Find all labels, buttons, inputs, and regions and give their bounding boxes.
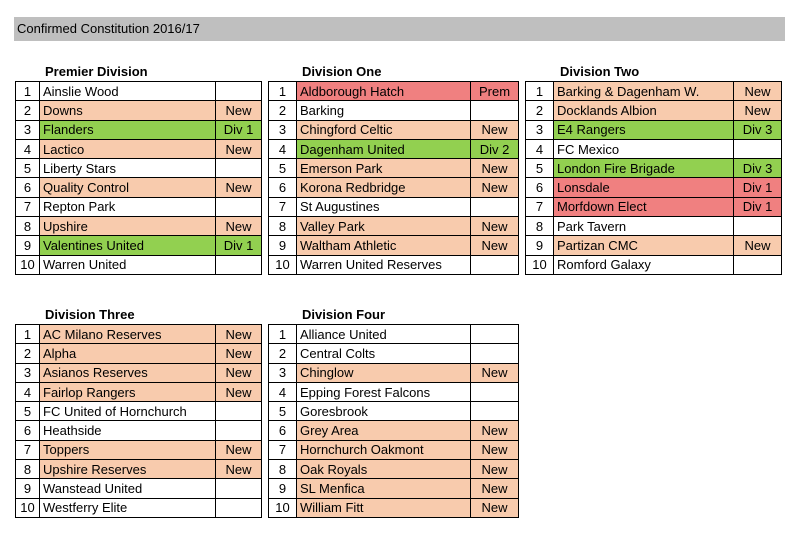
position-cell: 5 bbox=[526, 159, 554, 178]
team-name-cell: Oak Royals bbox=[297, 460, 471, 479]
position-cell: 10 bbox=[526, 255, 554, 274]
status-tag-cell: New bbox=[471, 440, 519, 459]
team-name-cell: St Augustines bbox=[297, 197, 471, 216]
team-name-cell: Morfdown Elect bbox=[554, 197, 734, 216]
position-cell: 5 bbox=[269, 402, 297, 421]
team-name-cell: Goresbrook bbox=[297, 402, 471, 421]
team-name-cell: Barking bbox=[297, 101, 471, 120]
table-row bbox=[16, 402, 262, 421]
table-row bbox=[269, 498, 519, 517]
status-tag-cell: Div 3 bbox=[734, 159, 782, 178]
team-name-cell: London Fire Brigade bbox=[554, 159, 734, 178]
table-row bbox=[16, 197, 262, 216]
table-row bbox=[269, 363, 519, 382]
table-row bbox=[526, 217, 782, 236]
team-name-cell: Wanstead United bbox=[40, 479, 216, 498]
status-tag-cell bbox=[471, 325, 519, 344]
team-name-cell: Romford Galaxy bbox=[554, 255, 734, 274]
position-cell: 9 bbox=[16, 479, 40, 498]
table-row bbox=[16, 440, 262, 459]
table-row bbox=[16, 217, 262, 236]
position-cell: 3 bbox=[269, 363, 297, 382]
team-name-cell: Alliance United bbox=[297, 325, 471, 344]
position-cell: 3 bbox=[526, 120, 554, 139]
status-tag-cell: New bbox=[216, 363, 262, 382]
status-tag-cell bbox=[216, 197, 262, 216]
division-one-table bbox=[268, 81, 519, 275]
status-tag-cell: New bbox=[216, 382, 262, 401]
status-tag-cell: New bbox=[216, 440, 262, 459]
table-row bbox=[526, 101, 782, 120]
position-cell: 8 bbox=[16, 460, 40, 479]
team-name-cell: FC United of Hornchurch bbox=[40, 402, 216, 421]
position-cell: 7 bbox=[269, 440, 297, 459]
team-name-cell: Downs bbox=[40, 101, 216, 120]
status-tag-cell: New bbox=[216, 325, 262, 344]
table-row bbox=[269, 460, 519, 479]
status-tag-cell bbox=[216, 498, 262, 517]
premier-division-heading: Premier Division bbox=[45, 64, 148, 79]
status-tag-cell bbox=[471, 344, 519, 363]
team-name-cell: Korona Redbridge bbox=[297, 178, 471, 197]
team-name-cell: Epping Forest Falcons bbox=[297, 382, 471, 401]
position-cell: 10 bbox=[16, 255, 40, 274]
team-name-cell: Chingford Celtic bbox=[297, 120, 471, 139]
position-cell: 1 bbox=[16, 82, 40, 101]
position-cell: 3 bbox=[16, 363, 40, 382]
status-tag-cell: New bbox=[471, 159, 519, 178]
team-name-cell: Partizan CMC bbox=[554, 236, 734, 255]
status-tag-cell: New bbox=[216, 344, 262, 363]
position-cell: 6 bbox=[16, 178, 40, 197]
table-row bbox=[269, 479, 519, 498]
team-name-cell: FC Mexico bbox=[554, 139, 734, 158]
position-cell: 10 bbox=[269, 498, 297, 517]
table-row bbox=[16, 460, 262, 479]
position-cell: 8 bbox=[269, 460, 297, 479]
division-two-table bbox=[525, 81, 782, 275]
table-row bbox=[526, 120, 782, 139]
position-cell: 1 bbox=[269, 82, 297, 101]
team-name-cell: Upshire bbox=[40, 217, 216, 236]
position-cell: 4 bbox=[269, 139, 297, 158]
status-tag-cell: New bbox=[216, 178, 262, 197]
status-tag-cell bbox=[216, 479, 262, 498]
table-row bbox=[16, 421, 262, 440]
status-tag-cell: New bbox=[471, 363, 519, 382]
position-cell: 4 bbox=[16, 382, 40, 401]
table-row bbox=[269, 236, 519, 255]
table-row bbox=[269, 421, 519, 440]
status-tag-cell bbox=[471, 255, 519, 274]
team-name-cell: Repton Park bbox=[40, 197, 216, 216]
table-row bbox=[16, 479, 262, 498]
division-one-heading: Division One bbox=[302, 64, 382, 79]
status-tag-cell: Div 1 bbox=[216, 236, 262, 255]
status-tag-cell: Div 1 bbox=[734, 178, 782, 197]
position-cell: 6 bbox=[526, 178, 554, 197]
table-row bbox=[269, 139, 519, 158]
table-row bbox=[269, 82, 519, 101]
position-cell: 7 bbox=[269, 197, 297, 216]
table-row bbox=[269, 217, 519, 236]
division-four-table bbox=[268, 324, 519, 518]
table-row bbox=[526, 236, 782, 255]
team-name-cell: Dagenham United bbox=[297, 139, 471, 158]
team-name-cell: Liberty Stars bbox=[40, 159, 216, 178]
status-tag-cell bbox=[216, 402, 262, 421]
table-row bbox=[16, 139, 262, 158]
status-tag-cell: Div 3 bbox=[734, 120, 782, 139]
table-row bbox=[526, 178, 782, 197]
table-row bbox=[16, 363, 262, 382]
team-name-cell: Upshire Reserves bbox=[40, 460, 216, 479]
position-cell: 4 bbox=[16, 139, 40, 158]
status-tag-cell: New bbox=[471, 120, 519, 139]
team-name-cell: Park Tavern bbox=[554, 217, 734, 236]
position-cell: 2 bbox=[526, 101, 554, 120]
table-row bbox=[16, 178, 262, 197]
table-row bbox=[269, 101, 519, 120]
status-tag-cell: New bbox=[734, 236, 782, 255]
position-cell: 3 bbox=[16, 120, 40, 139]
position-cell: 1 bbox=[16, 325, 40, 344]
table-row bbox=[16, 101, 262, 120]
team-name-cell: Valley Park bbox=[297, 217, 471, 236]
status-tag-cell: New bbox=[471, 421, 519, 440]
page-title: Confirmed Constitution 2016/17 bbox=[14, 17, 785, 41]
status-tag-cell: New bbox=[216, 217, 262, 236]
status-tag-cell bbox=[471, 402, 519, 421]
team-name-cell: Docklands Albion bbox=[554, 101, 734, 120]
team-name-cell: Alpha bbox=[40, 344, 216, 363]
position-cell: 5 bbox=[16, 402, 40, 421]
status-tag-cell: Div 1 bbox=[734, 197, 782, 216]
status-tag-cell: New bbox=[216, 139, 262, 158]
position-cell: 10 bbox=[269, 255, 297, 274]
status-tag-cell: New bbox=[734, 101, 782, 120]
status-tag-cell bbox=[734, 217, 782, 236]
status-tag-cell: Div 2 bbox=[471, 139, 519, 158]
table-row bbox=[526, 139, 782, 158]
position-cell: 2 bbox=[16, 101, 40, 120]
position-cell: 4 bbox=[526, 139, 554, 158]
table-row bbox=[16, 498, 262, 517]
position-cell: 3 bbox=[269, 120, 297, 139]
status-tag-cell bbox=[471, 101, 519, 120]
team-name-cell: Asianos Reserves bbox=[40, 363, 216, 382]
status-tag-cell bbox=[216, 82, 262, 101]
division-three-heading: Division Three bbox=[45, 307, 135, 322]
table-row bbox=[16, 255, 262, 274]
position-cell: 2 bbox=[269, 101, 297, 120]
table-row bbox=[16, 325, 262, 344]
table-row bbox=[269, 382, 519, 401]
position-cell: 10 bbox=[16, 498, 40, 517]
position-cell: 9 bbox=[269, 236, 297, 255]
team-name-cell: Warren United bbox=[40, 255, 216, 274]
table-row bbox=[269, 402, 519, 421]
position-cell: 2 bbox=[269, 344, 297, 363]
table-row bbox=[526, 82, 782, 101]
table-row bbox=[526, 197, 782, 216]
table-row bbox=[269, 255, 519, 274]
team-name-cell: Toppers bbox=[40, 440, 216, 459]
position-cell: 7 bbox=[16, 197, 40, 216]
table-row bbox=[16, 344, 262, 363]
table-row bbox=[16, 236, 262, 255]
table-row bbox=[269, 325, 519, 344]
table-row bbox=[16, 120, 262, 139]
team-name-cell: Heathside bbox=[40, 421, 216, 440]
status-tag-cell: New bbox=[471, 498, 519, 517]
status-tag-cell bbox=[471, 382, 519, 401]
position-cell: 7 bbox=[526, 197, 554, 216]
division-four-heading: Division Four bbox=[302, 307, 386, 322]
division-two-heading: Division Two bbox=[560, 64, 640, 79]
status-tag-cell: Prem bbox=[471, 82, 519, 101]
team-name-cell: Fairlop Rangers bbox=[40, 382, 216, 401]
team-name-cell: Westferry Elite bbox=[40, 498, 216, 517]
team-name-cell: Hornchurch Oakmont bbox=[297, 440, 471, 459]
position-cell: 8 bbox=[16, 217, 40, 236]
table-row bbox=[16, 382, 262, 401]
status-tag-cell bbox=[734, 139, 782, 158]
position-cell: 1 bbox=[526, 82, 554, 101]
team-name-cell: Ainslie Wood bbox=[40, 82, 216, 101]
team-name-cell: Flanders bbox=[40, 120, 216, 139]
table-row bbox=[269, 178, 519, 197]
division-three-table bbox=[15, 324, 262, 518]
table-row bbox=[16, 82, 262, 101]
team-name-cell: Valentines United bbox=[40, 236, 216, 255]
premier-division-table bbox=[15, 81, 262, 275]
status-tag-cell: New bbox=[471, 236, 519, 255]
team-name-cell: Aldborough Hatch bbox=[297, 82, 471, 101]
team-name-cell: William Fitt bbox=[297, 498, 471, 517]
team-name-cell: Lonsdale bbox=[554, 178, 734, 197]
status-tag-cell: Div 1 bbox=[216, 120, 262, 139]
status-tag-cell: New bbox=[216, 101, 262, 120]
team-name-cell: Grey Area bbox=[297, 421, 471, 440]
status-tag-cell bbox=[734, 255, 782, 274]
position-cell: 6 bbox=[269, 421, 297, 440]
status-tag-cell: New bbox=[734, 82, 782, 101]
team-name-cell: Central Colts bbox=[297, 344, 471, 363]
status-tag-cell: New bbox=[471, 479, 519, 498]
position-cell: 9 bbox=[16, 236, 40, 255]
position-cell: 4 bbox=[269, 382, 297, 401]
team-name-cell: AC Milano Reserves bbox=[40, 325, 216, 344]
status-tag-cell: New bbox=[216, 460, 262, 479]
status-tag-cell: New bbox=[471, 178, 519, 197]
status-tag-cell: New bbox=[471, 217, 519, 236]
position-cell: 6 bbox=[269, 178, 297, 197]
team-name-cell: SL Menfica bbox=[297, 479, 471, 498]
table-row bbox=[269, 159, 519, 178]
team-name-cell: Emerson Park bbox=[297, 159, 471, 178]
team-name-cell: Barking & Dagenham W. bbox=[554, 82, 734, 101]
team-name-cell: E4 Rangers bbox=[554, 120, 734, 139]
table-row bbox=[269, 344, 519, 363]
table-row bbox=[16, 159, 262, 178]
status-tag-cell bbox=[216, 421, 262, 440]
position-cell: 2 bbox=[16, 344, 40, 363]
position-cell: 6 bbox=[16, 421, 40, 440]
team-name-cell: Lactico bbox=[40, 139, 216, 158]
position-cell: 7 bbox=[16, 440, 40, 459]
status-tag-cell: New bbox=[471, 460, 519, 479]
team-name-cell: Chinglow bbox=[297, 363, 471, 382]
position-cell: 5 bbox=[269, 159, 297, 178]
status-tag-cell bbox=[216, 255, 262, 274]
position-cell: 8 bbox=[526, 217, 554, 236]
position-cell: 5 bbox=[16, 159, 40, 178]
position-cell: 9 bbox=[269, 479, 297, 498]
position-cell: 9 bbox=[526, 236, 554, 255]
table-row bbox=[269, 440, 519, 459]
position-cell: 1 bbox=[269, 325, 297, 344]
team-name-cell: Quality Control bbox=[40, 178, 216, 197]
position-cell: 8 bbox=[269, 217, 297, 236]
status-tag-cell bbox=[471, 197, 519, 216]
table-row bbox=[526, 159, 782, 178]
table-row bbox=[526, 255, 782, 274]
table-row bbox=[269, 197, 519, 216]
table-row bbox=[269, 120, 519, 139]
team-name-cell: Warren United Reserves bbox=[297, 255, 471, 274]
team-name-cell: Waltham Athletic bbox=[297, 236, 471, 255]
status-tag-cell bbox=[216, 159, 262, 178]
